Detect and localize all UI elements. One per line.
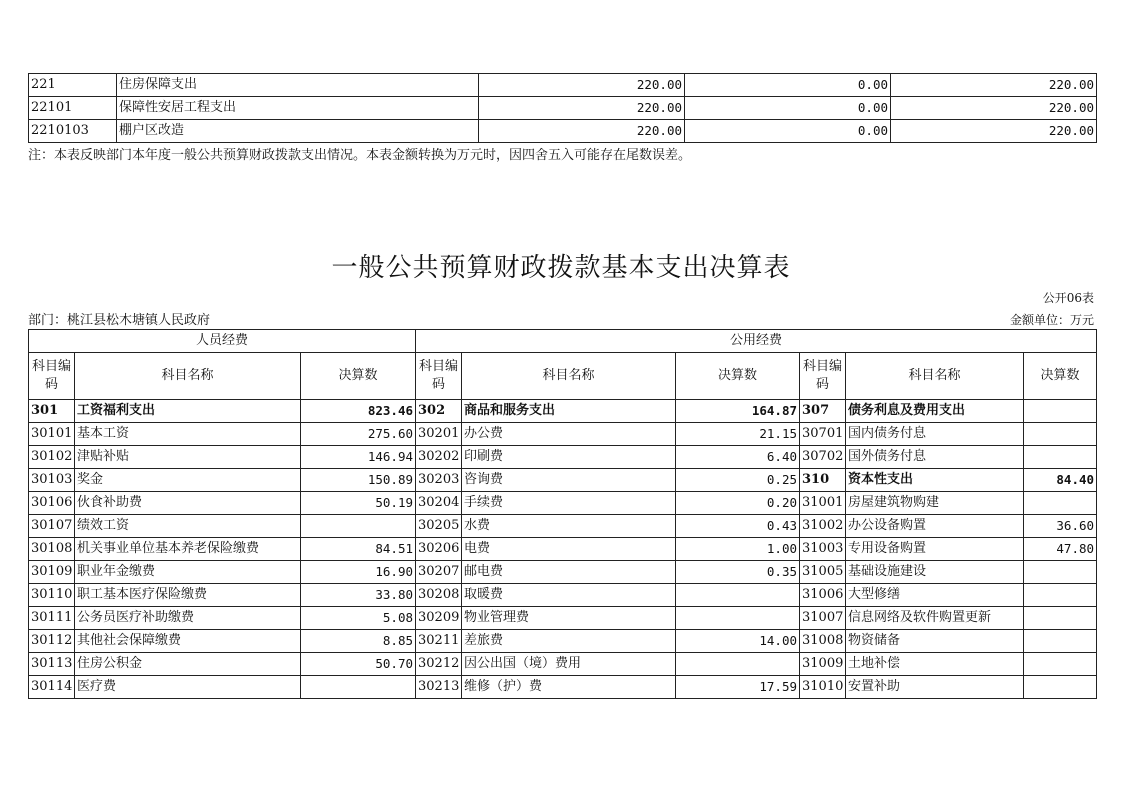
subject-code: 30204 xyxy=(416,492,462,515)
subject-name: 取暖费 xyxy=(462,584,676,607)
table-row xyxy=(29,120,1097,143)
amount-cell: 5.08 xyxy=(301,607,416,630)
table-row xyxy=(29,423,1097,446)
table-row xyxy=(29,74,1097,97)
amount-cell: 16.90 xyxy=(301,561,416,584)
subject-code: 31009 xyxy=(800,653,846,676)
header-name: 科目名称 xyxy=(75,353,301,400)
amount-cell: 17.59 xyxy=(676,676,800,699)
table-row xyxy=(29,630,1097,653)
amount-cell: 164.87 xyxy=(676,400,800,423)
amount-cell: 0.00 xyxy=(685,97,891,120)
amount-cell: 146.94 xyxy=(301,446,416,469)
subject-name: 物资储备 xyxy=(846,630,1024,653)
amount-cell: 220.00 xyxy=(891,97,1097,120)
amount-cell: 823.46 xyxy=(301,400,416,423)
subject-code: 30102 xyxy=(29,446,75,469)
amount-cell: 220.00 xyxy=(479,74,685,97)
subject-name: 电费 xyxy=(462,538,676,561)
subject-name: 伙食补助费 xyxy=(75,492,301,515)
subject-code: 30208 xyxy=(416,584,462,607)
subject-name: 差旅费 xyxy=(462,630,676,653)
table-row xyxy=(29,492,1097,515)
group-header-row xyxy=(29,330,1097,353)
subject-code: 30207 xyxy=(416,561,462,584)
amount-cell: 36.60 xyxy=(1024,515,1097,538)
amount-cell xyxy=(1024,630,1097,653)
amount-cell: 33.80 xyxy=(301,584,416,607)
department-label: 部门：桃江县松木塘镇人民政府 xyxy=(28,313,211,328)
amount-cell: 220.00 xyxy=(891,120,1097,143)
amount-cell xyxy=(1024,653,1097,676)
subject-name: 棚户区改造 xyxy=(117,120,479,143)
subject-name: 住房保障支出 xyxy=(117,74,479,97)
subject-name: 维修（护）费 xyxy=(462,676,676,699)
subject-code: 30209 xyxy=(416,607,462,630)
subject-code: 30203 xyxy=(416,469,462,492)
subject-name: 国外债务付息 xyxy=(846,446,1024,469)
amount-cell xyxy=(301,515,416,538)
amount-cell: 275.60 xyxy=(301,423,416,446)
table-row xyxy=(29,584,1097,607)
amount-cell: 14.00 xyxy=(676,630,800,653)
subject-code: 302 xyxy=(416,400,462,423)
subject-name: 机关事业单位基本养老保险缴费 xyxy=(75,538,301,561)
table-row xyxy=(29,676,1097,699)
amount-cell: 47.80 xyxy=(1024,538,1097,561)
amount-cell xyxy=(676,584,800,607)
subject-name: 基础设施建设 xyxy=(846,561,1024,584)
subject-code: 30106 xyxy=(29,492,75,515)
amount-cell: 0.00 xyxy=(685,120,891,143)
subject-code: 30202 xyxy=(416,446,462,469)
amount-cell xyxy=(1024,676,1097,699)
amount-cell xyxy=(676,653,800,676)
subject-code: 30212 xyxy=(416,653,462,676)
subject-name: 奖金 xyxy=(75,469,301,492)
header-amount: 决算数 xyxy=(301,353,416,400)
subject-name: 公务员医疗补助缴费 xyxy=(75,607,301,630)
subject-name: 土地补偿 xyxy=(846,653,1024,676)
amount-cell xyxy=(1024,423,1097,446)
subject-code: 2210103 xyxy=(29,120,117,143)
header-code: 科目编码 xyxy=(29,353,75,400)
subject-code: 310 xyxy=(800,469,846,492)
amount-cell: 8.85 xyxy=(301,630,416,653)
subject-name: 债务利息及费用支出 xyxy=(846,400,1024,423)
subject-name: 办公费 xyxy=(462,423,676,446)
amount-cell xyxy=(1024,492,1097,515)
amount-cell: 0.00 xyxy=(685,74,891,97)
prior-table xyxy=(28,73,1097,143)
amount-cell: 84.51 xyxy=(301,538,416,561)
subject-name: 工资福利支出 xyxy=(75,400,301,423)
amount-cell xyxy=(1024,607,1097,630)
table-row xyxy=(29,469,1097,492)
header-code: 科目编码 xyxy=(416,353,462,400)
subject-code: 31002 xyxy=(800,515,846,538)
subject-code: 30101 xyxy=(29,423,75,446)
amount-cell xyxy=(1024,584,1097,607)
amount-cell: 0.43 xyxy=(676,515,800,538)
header-amount: 决算数 xyxy=(1024,353,1097,400)
subject-code: 31005 xyxy=(800,561,846,584)
subject-code: 30701 xyxy=(800,423,846,446)
subject-code: 301 xyxy=(29,400,75,423)
subject-name: 信息网络及软件购置更新 xyxy=(846,607,1024,630)
subject-code: 30112 xyxy=(29,630,75,653)
header-amount: 决算数 xyxy=(676,353,800,400)
subject-name: 咨询费 xyxy=(462,469,676,492)
page-title: 一般公共预算财政拨款基本支出决算表 xyxy=(331,253,791,283)
subject-name: 办公设备购置 xyxy=(846,515,1024,538)
header-name: 科目名称 xyxy=(846,353,1024,400)
subject-name: 津贴补贴 xyxy=(75,446,301,469)
amount-cell: 220.00 xyxy=(479,97,685,120)
subject-name: 绩效工资 xyxy=(75,515,301,538)
subject-code: 307 xyxy=(800,400,846,423)
amount-cell: 21.15 xyxy=(676,423,800,446)
subject-code: 30109 xyxy=(29,561,75,584)
amount-cell: 1.00 xyxy=(676,538,800,561)
table-row xyxy=(29,97,1097,120)
subject-name: 基本工资 xyxy=(75,423,301,446)
amount-cell xyxy=(676,607,800,630)
subject-code: 30702 xyxy=(800,446,846,469)
table-row xyxy=(29,400,1097,423)
amount-cell: 50.19 xyxy=(301,492,416,515)
amount-cell: 0.25 xyxy=(676,469,800,492)
subject-code: 31006 xyxy=(800,584,846,607)
amount-cell: 220.00 xyxy=(891,74,1097,97)
subject-code: 30113 xyxy=(29,653,75,676)
subject-code: 30211 xyxy=(416,630,462,653)
subject-code: 31010 xyxy=(800,676,846,699)
subject-name: 手续费 xyxy=(462,492,676,515)
subject-name: 保障性安居工程支出 xyxy=(117,97,479,120)
group-public: 公用经费 xyxy=(416,330,1097,353)
subject-code: 30108 xyxy=(29,538,75,561)
amount-cell xyxy=(1024,446,1097,469)
subject-name: 国内债务付息 xyxy=(846,423,1024,446)
subject-code: 221 xyxy=(29,74,117,97)
amount-cell xyxy=(301,676,416,699)
subject-code: 31001 xyxy=(800,492,846,515)
subject-code: 31003 xyxy=(800,538,846,561)
subject-code: 30110 xyxy=(29,584,75,607)
subject-name: 住房公积金 xyxy=(75,653,301,676)
subject-name: 职业年金缴费 xyxy=(75,561,301,584)
amount-cell: 220.00 xyxy=(479,120,685,143)
subject-name: 邮电费 xyxy=(462,561,676,584)
subject-name: 印刷费 xyxy=(462,446,676,469)
subject-name: 职工基本医疗保险缴费 xyxy=(75,584,301,607)
subject-code: 30206 xyxy=(416,538,462,561)
subject-name: 专用设备购置 xyxy=(846,538,1024,561)
table-note: 注：本表反映部门本年度一般公共预算财政拨款支出情况。本表金额转换为万元时，因四舍五入可能存在尾数误差。 xyxy=(28,148,692,163)
subject-name: 物业管理费 xyxy=(462,607,676,630)
subject-code: 30107 xyxy=(29,515,75,538)
table-row xyxy=(29,515,1097,538)
table-row xyxy=(29,607,1097,630)
subject-name: 房屋建筑物购建 xyxy=(846,492,1024,515)
subject-name: 资本性支出 xyxy=(846,469,1024,492)
subject-code: 30205 xyxy=(416,515,462,538)
form-number: 公开06表 xyxy=(1042,291,1094,305)
table-row xyxy=(29,538,1097,561)
subject-code: 30103 xyxy=(29,469,75,492)
table-row xyxy=(29,653,1097,676)
subject-code: 31007 xyxy=(800,607,846,630)
subject-code: 30114 xyxy=(29,676,75,699)
amount-cell: 150.89 xyxy=(301,469,416,492)
amount-cell xyxy=(1024,561,1097,584)
subject-name: 安置补助 xyxy=(846,676,1024,699)
table-row xyxy=(29,561,1097,584)
column-header-row xyxy=(29,353,1097,400)
table-row xyxy=(29,446,1097,469)
subject-code: 22101 xyxy=(29,97,117,120)
header-name: 科目名称 xyxy=(462,353,676,400)
amount-cell xyxy=(1024,400,1097,423)
subject-name: 水费 xyxy=(462,515,676,538)
subject-code: 30201 xyxy=(416,423,462,446)
subject-code: 30111 xyxy=(29,607,75,630)
amount-cell: 50.70 xyxy=(301,653,416,676)
subject-name: 医疗费 xyxy=(75,676,301,699)
basic-expenditure-table xyxy=(28,329,1097,699)
amount-cell: 0.20 xyxy=(676,492,800,515)
amount-unit-label: 金额单位：万元 xyxy=(1009,313,1094,327)
amount-cell: 0.35 xyxy=(676,561,800,584)
subject-name: 大型修缮 xyxy=(846,584,1024,607)
subject-name: 因公出国（境）费用 xyxy=(462,653,676,676)
amount-cell: 84.40 xyxy=(1024,469,1097,492)
subject-name: 商品和服务支出 xyxy=(462,400,676,423)
subject-code: 30213 xyxy=(416,676,462,699)
amount-cell: 6.40 xyxy=(676,446,800,469)
subject-name: 其他社会保障缴费 xyxy=(75,630,301,653)
subject-code: 31008 xyxy=(800,630,846,653)
header-code: 科目编码 xyxy=(800,353,846,400)
group-personnel: 人员经费 xyxy=(29,330,416,353)
